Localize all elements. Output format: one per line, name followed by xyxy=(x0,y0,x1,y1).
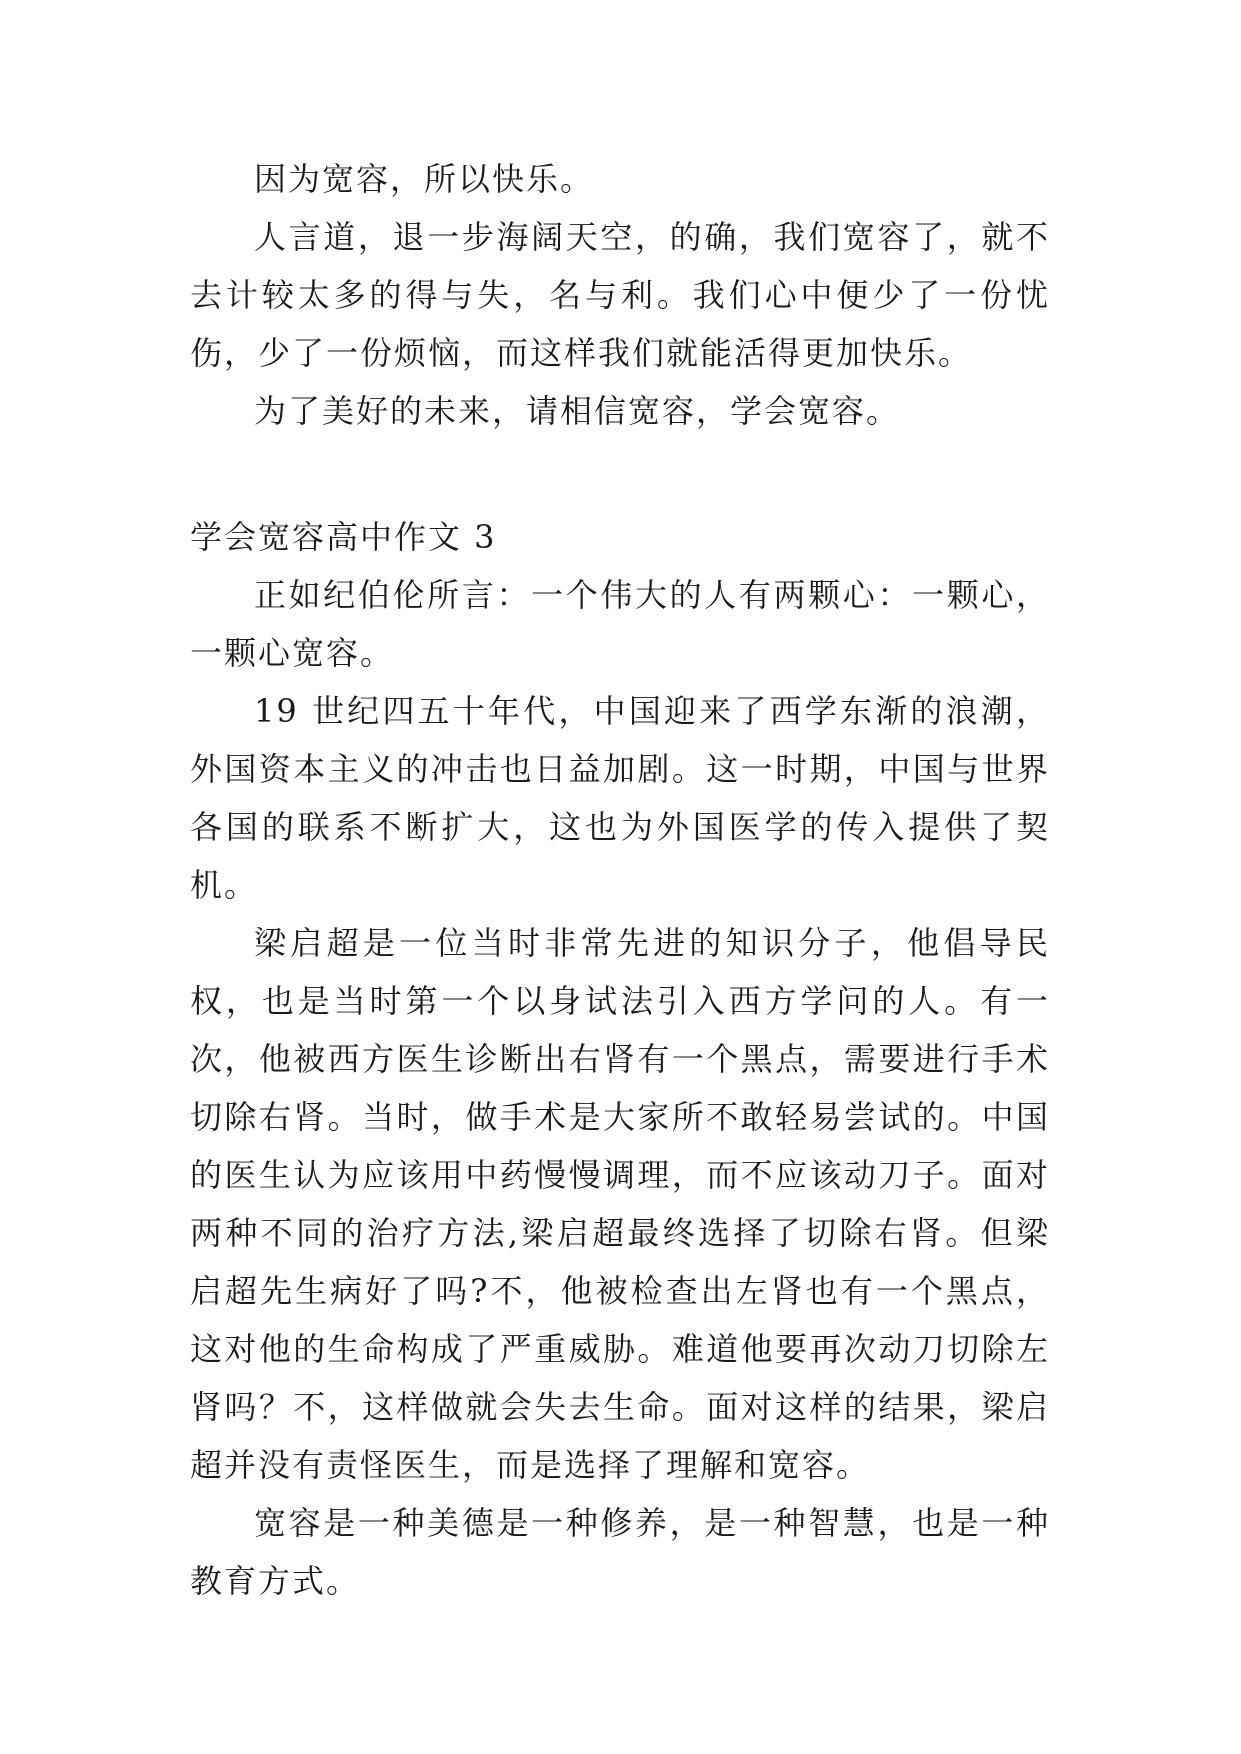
section-heading: 学会宽容高中作文 3 xyxy=(190,518,497,556)
section-b xyxy=(190,508,1050,1610)
paragraph: 因为宽容，所以快乐。 xyxy=(254,160,595,198)
paragraph: 宽容是一种美德是一种修养，是一种智慧，也是一种教育方式。 xyxy=(190,1504,1050,1600)
paragraph: 人言道，退一步海阔天空，的确，我们宽容了，就不去计较太多的得与失，名与利。我们心中便少了一份忧伤，少了一份烦恼，而这样我们就能活得更加快乐。 xyxy=(190,218,1050,372)
paragraph: 19 世纪四五十年代，中国迎来了西学东渐的浪潮，外国资本主义的冲击也日益加剧。这一时期，中国与世界各国的联系不断扩大，这也为外国医学的传入提供了契机。 xyxy=(190,692,1050,904)
paragraph: 为了美好的未来，请相信宽容，学会宽容。 xyxy=(254,392,901,430)
paragraph: 梁启超是一位当时非常先进的知识分子，他倡导民权，也是当时第一个以身试法引入西方学问的人。有一次，他被西方医生诊断出右肾有一个黑点，需要进行手术切除右肾。当时，做手术是大家所不敢轻易尝试的。中国的医生认为应该用中药慢慢调理，而不应该动刀子。面对两种不同的治疗方法,梁启超最终选择了切除右肾。但梁启超先生病好了吗?不，他被检查出左肾也有一个黑点，这对他的生命构成了严重威胁。难道他要再次动刀切除左肾吗？不，这样做就会失去生命。面对这样的结果，梁启超并没有责怪医生，而是选择了理解和宽容。 xyxy=(190,924,1050,1484)
paragraph: 正如纪伯伦所言：一个伟大的人有两颗心：一颗心，一颗心宽容。 xyxy=(190,576,1050,672)
section-a xyxy=(190,150,1050,440)
